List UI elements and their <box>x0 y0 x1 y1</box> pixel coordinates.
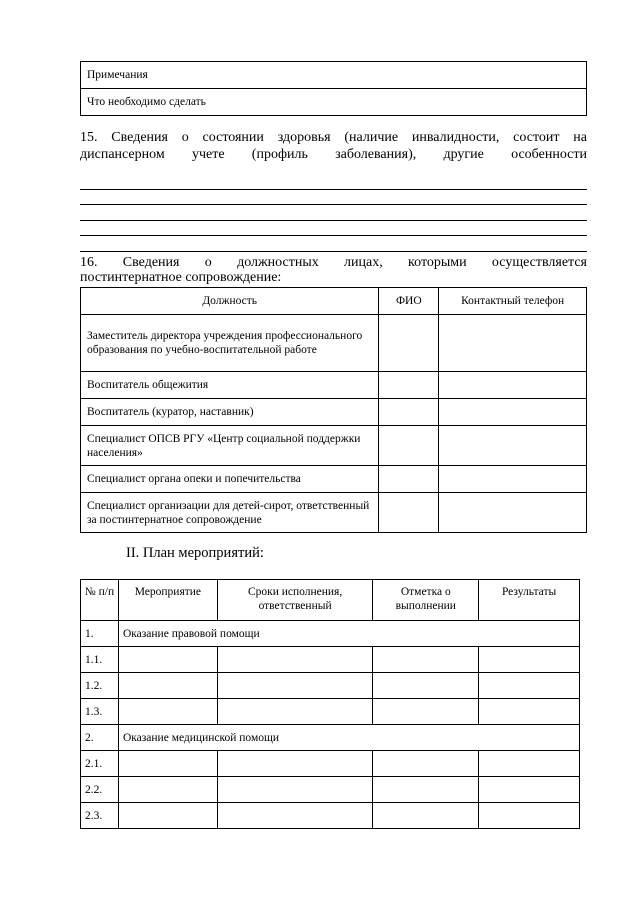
blank-line <box>80 190 587 206</box>
table-row <box>81 647 580 673</box>
empty-cell <box>479 673 580 699</box>
table-row <box>81 493 587 533</box>
table-row <box>81 426 587 466</box>
empty-cell <box>118 647 217 673</box>
empty-cell <box>217 647 373 673</box>
official-phone-cell <box>439 466 587 493</box>
official-fio-cell <box>379 399 439 426</box>
notes-row-remarks: Примечания <box>81 62 587 89</box>
plan-group-row <box>81 725 580 751</box>
group-title: Оказание правовой помощи <box>118 621 579 647</box>
official-position: Воспитатель (куратор, наставник) <box>81 399 379 426</box>
official-phone-cell <box>439 399 587 426</box>
empty-cell <box>118 803 217 829</box>
table-row <box>81 751 580 777</box>
official-position: Специалист органа опеки и попечительства <box>81 466 379 493</box>
official-phone-cell <box>439 372 587 399</box>
section-15-line-2: диспансерном учете (профиль заболевания), другие особенности <box>80 147 587 162</box>
empty-cell <box>373 699 479 725</box>
empty-cell <box>479 803 580 829</box>
official-position: Воспитатель общежития <box>81 372 379 399</box>
empty-cell <box>217 673 373 699</box>
fill-in-lines <box>80 174 587 252</box>
table-row <box>81 466 587 493</box>
section-16-line-1: 16. Сведения о должностных лицах, которыми осуществляется <box>80 255 587 270</box>
item-number: 2.1. <box>81 751 119 777</box>
empty-cell <box>479 751 580 777</box>
plan-header-row <box>81 580 580 621</box>
empty-cell <box>373 751 479 777</box>
group-title: Оказание медицинской помощи <box>118 725 579 751</box>
section-15-heading <box>80 129 587 163</box>
header-fio: ФИО <box>379 288 439 315</box>
blank-line <box>80 221 587 237</box>
table-row <box>81 803 580 829</box>
blank-line <box>80 236 587 252</box>
official-fio-cell <box>379 466 439 493</box>
empty-cell <box>118 751 217 777</box>
empty-cell <box>479 647 580 673</box>
empty-cell <box>217 777 373 803</box>
official-phone-cell <box>439 315 587 372</box>
item-number: 1.3. <box>81 699 119 725</box>
table-row <box>81 315 587 372</box>
officials-table <box>80 287 587 533</box>
table-row <box>81 777 580 803</box>
official-phone-cell <box>439 426 587 466</box>
empty-cell <box>479 699 580 725</box>
empty-cell <box>118 777 217 803</box>
header-activity: Мероприятие <box>118 580 217 621</box>
plan-title: II. План мероприятий: <box>126 545 264 561</box>
header-results: Результаты <box>479 580 580 621</box>
table-row <box>81 673 580 699</box>
notes-table <box>80 61 587 116</box>
header-completion-mark: Отметка о выполнении <box>373 580 479 621</box>
group-number: 2. <box>81 725 119 751</box>
empty-cell <box>217 803 373 829</box>
empty-cell <box>373 803 479 829</box>
section-16-line-2: постинтернатное сопровождение: <box>80 270 282 285</box>
official-fio-cell <box>379 315 439 372</box>
empty-cell <box>118 699 217 725</box>
official-fio-cell <box>379 493 439 533</box>
empty-cell <box>373 647 479 673</box>
blank-line <box>80 205 587 221</box>
blank-line <box>80 174 587 190</box>
empty-cell <box>118 673 217 699</box>
official-phone-cell <box>439 493 587 533</box>
item-number: 1.2. <box>81 673 119 699</box>
item-number: 2.3. <box>81 803 119 829</box>
plan-table <box>80 579 580 829</box>
header-number: № п/п <box>81 580 119 621</box>
table-row <box>81 699 580 725</box>
table-row <box>81 399 587 426</box>
section-15-line-1: 15. Сведения о состоянии здоровья (наличие инвалидности, состоит на <box>80 130 587 145</box>
item-number: 1.1. <box>81 647 119 673</box>
empty-cell <box>373 777 479 803</box>
empty-cell <box>217 699 373 725</box>
empty-cell <box>373 673 479 699</box>
official-fio-cell <box>379 372 439 399</box>
header-phone: Контактный телефон <box>439 288 587 315</box>
empty-cell <box>479 777 580 803</box>
official-position: Заместитель директора учреждения профессионального образования по учебно-воспитательной работе <box>81 315 379 372</box>
official-position: Специалист ОПСВ РГУ «Центр социальной поддержки населения» <box>81 426 379 466</box>
header-deadline: Сроки исполнения, ответственный <box>217 580 373 621</box>
header-position: Должность <box>81 288 379 315</box>
official-fio-cell <box>379 426 439 466</box>
empty-cell <box>217 751 373 777</box>
officials-header-row <box>81 288 587 315</box>
table-row <box>81 372 587 399</box>
group-number: 1. <box>81 621 119 647</box>
notes-row-todo: Что необходимо сделать <box>81 89 587 116</box>
section-16-heading <box>80 255 587 285</box>
item-number: 2.2. <box>81 777 119 803</box>
official-position: Специалист организации для детей-сирот, ответственный за постинтернатное сопровождение <box>81 493 379 533</box>
plan-group-row <box>81 621 580 647</box>
